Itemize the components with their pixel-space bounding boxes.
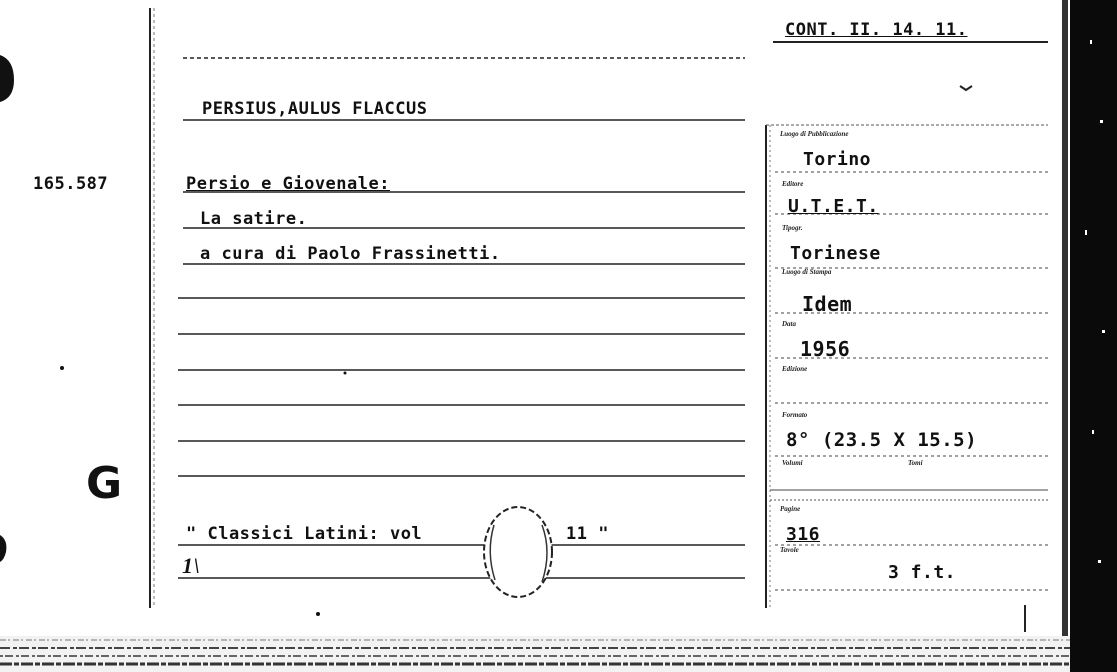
volumes-label: Volumi [782,459,803,467]
pages-label: Pagine [780,505,801,513]
handwritten-note: 1\ [182,553,201,578]
plates-value: 3 f.t. [888,562,957,583]
publisher-value: U.T.E.T. [788,196,879,217]
call-number: 165.587 [33,174,109,194]
author-heading: PERSIUS,AULUS FLACCUS [202,99,428,119]
date-value: 1956 [800,337,851,361]
title-line-3: a cura di Paolo Frassinetti. [200,244,501,264]
printer-label: Tipogr. [782,224,803,232]
series-end: 11 " [566,524,609,544]
margin-letter-g: G [86,458,123,509]
series-note: " Classici Latini: vol [186,524,423,544]
place-value: Torino [803,149,872,170]
publisher-label: Editore [782,180,804,188]
title-line-2: La satire. [200,209,308,229]
format-label: Formato [782,411,808,419]
tomes-label: Tomi [908,459,923,467]
date-label: Data [782,320,796,328]
print-place-label: Luogo di Stampa [782,268,832,276]
print-place-value: Idem [802,292,853,316]
title-line-1: Persio e Giovenale: [186,174,390,194]
shelfmark: CONT. II. 14. 11. [785,20,968,40]
printer-value: Torinese [790,243,881,264]
place-label: Luogo di Pubblicazione [780,130,849,138]
pages-value: 316 [786,524,821,545]
edition-label: Edizione [782,365,808,373]
format-value: 8° (23.5 X 15.5) [786,429,978,451]
plates-label: Tavole [780,546,799,554]
